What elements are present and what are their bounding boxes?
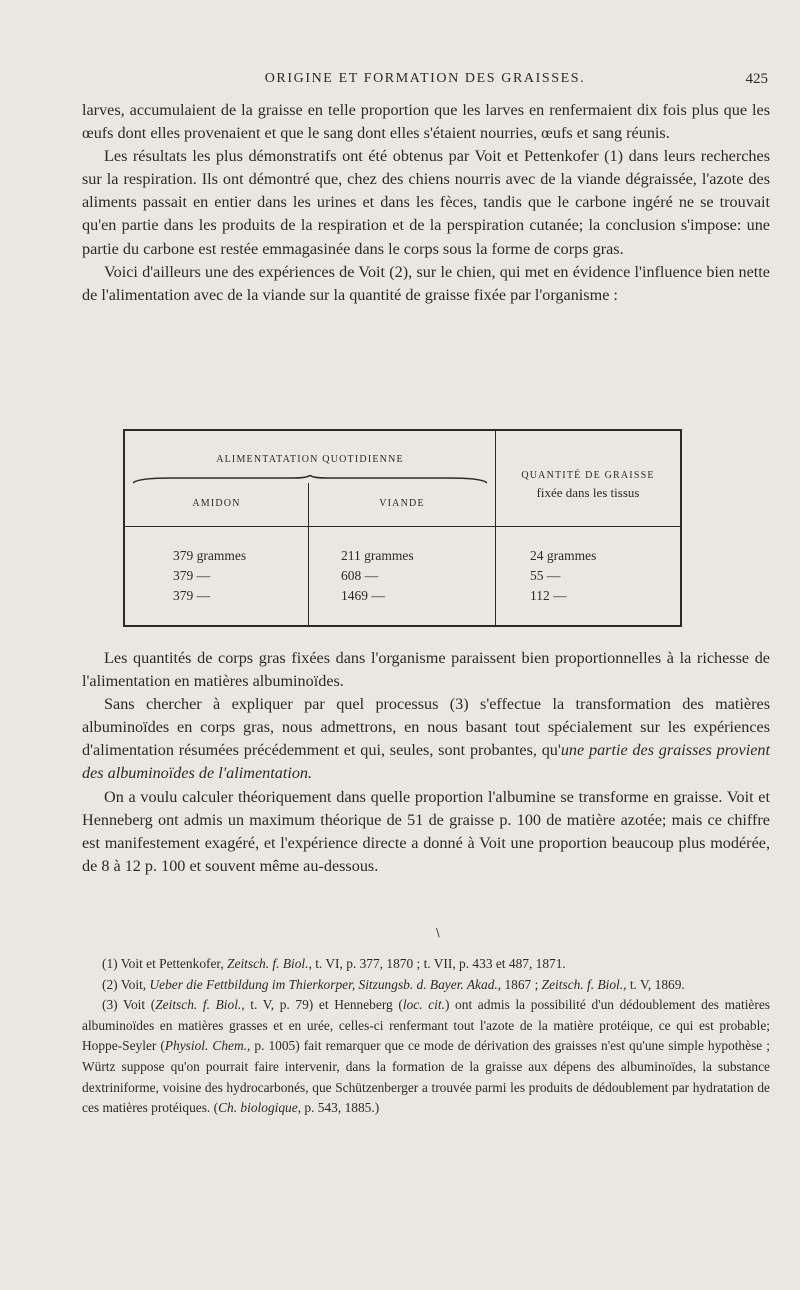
- paragraph: Les quantités de corps gras fixées dans l'organisme paraissent bien proportionnelles à la richesse de l'alimentation en matières albuminoïdes.: [82, 649, 770, 691]
- brace-icon: [133, 475, 487, 485]
- table-row: [125, 548, 680, 568]
- paragraph-italic: une partie des graisses provient des albuminoïdes de l'alimentation.: [82, 741, 770, 783]
- footnote-text: (3) Voit (: [102, 997, 156, 1013]
- column-header-viande: VIANDE: [379, 498, 425, 509]
- column-header-amidon: AMIDON: [192, 498, 241, 509]
- footnote-text: , p. 543, 1885.): [297, 1100, 380, 1116]
- cell-viande: 1469 —: [341, 588, 385, 603]
- footnote-text: , t. VI, p. 377, 1870 ; t. VII, p. 433 et 487, 1871.: [308, 956, 566, 971]
- quantity-title: QUANTITÉ DE GRAISSE: [521, 470, 655, 481]
- cell-graisse: 112 —: [530, 588, 567, 603]
- table-row: [125, 568, 680, 588]
- page-number: 425: [745, 71, 768, 87]
- experiment-table: [123, 429, 682, 627]
- footnote-italic: Ch. biologique: [218, 1100, 298, 1116]
- footnote-1: [82, 954, 770, 975]
- footnote-italic: Zeitsch. f. Biol.: [155, 997, 242, 1013]
- column-header-quantity: [496, 467, 680, 501]
- footnote-2: [82, 975, 770, 996]
- separator-mark: \: [436, 926, 440, 939]
- paragraph: Les résultats les plus démonstratifs ont été obtenus par Voit et Pettenkofer (1) dans leurs recherches sur la respiration. Ils ont démontré que, chez des chiens nourris avec de la viande dégraissée, l'azote des aliments passait en entier dans les urines et dans les fèces, tandis que le carbone ingéré ne se trouvait qu'en partie dans les produits de la respiration et de la perspiration cutanée; la conclusion s'impose: une partie du carbone est restée emmagasinée dans le corps sous la forme de corps gras.: [82, 147, 770, 258]
- quantity-subtitle: fixée dans les tissus: [536, 485, 640, 500]
- paragraph: larves, accumulaient de la graisse en telle proportion que les larves en renfermaient dix fois plus que les œufs dont elles provenaient et que le sang dont elles s'étaient nourries, œufs et sang réunis.: [82, 101, 770, 143]
- cell-amidon: 379 grammes: [173, 548, 247, 563]
- paragraph: On a voulu calculer théoriquement dans quelle proportion l'albumine se transforme en graisse. Voit et Henneberg ont admis un maximum théorique de 51 de graisse p. 100 de matière azotée; mais ce chiffre est manifestement exagéré, et l'expérience directe a donné à Voit une proportion beaucoup plus modérée, de 8 à 12 p. 100 et souvent même au-dessous.: [82, 787, 770, 875]
- paragraph: [82, 693, 770, 785]
- cell-graisse: 24 grammes: [530, 548, 597, 563]
- cell-amidon: 379 —: [173, 568, 211, 583]
- footnote-3: [82, 995, 770, 1119]
- footnote-italic: Ueber die Fettbildung im Thierkorper, Sitzungsb. d. Bayer. Akad.: [149, 976, 498, 992]
- footnote-text: , 1867 ;: [497, 976, 542, 992]
- body-text-top: [82, 99, 770, 307]
- cell-amidon: 379 —: [173, 588, 211, 603]
- running-title: ORIGINE ET FORMATION DES GRAISSES.: [264, 71, 586, 86]
- table-divider: [125, 526, 680, 527]
- paragraph: Voici d'ailleurs une des expériences de Voit (2), sur le chien, qui met en évidence l'influence bien nette de l'alimentation avec de la viande sur la quantité de graisse fixée par l'organisme :: [82, 262, 770, 304]
- cell-viande: 211 grammes: [341, 548, 414, 563]
- footnote-text: , p. 1005) fait remarquer que ce mode de dérivation des graisses n'est qu'une simple hypothèse ; Würtz suppose qu'on pourrait faire intervenir, dans la formation de la graisse aux dépens des albuminoïdes, la substance dextriniforme, voisine des hydrocarbonés, que Schützenberger a trouvée parmi les produits de dédoublement par hydratation de ces matières protéiques. (: [82, 1038, 770, 1116]
- paragraph-text: Sans chercher à expliquer par quel processus (3) s'effectue la transformation des matières albuminoïdes en corps gras, nous admettrons, en nous basant tout spécialement sur les expériences d'alimentation résumées précédemment et qui, seules, sont probantes, qu': [82, 695, 770, 760]
- group-header: ALIMENTATATION QUOTIDIENNE: [216, 454, 404, 465]
- cell-viande: 608 —: [341, 568, 379, 583]
- running-header: [80, 66, 770, 90]
- body-text-bottom: [82, 647, 770, 878]
- footnotes: [82, 954, 770, 1119]
- footnote-text: (2) Voit,: [102, 976, 150, 992]
- footnote-text: , t. V, 1869.: [623, 976, 685, 992]
- footnote-text: (1) Voit et Pettenkofer,: [102, 956, 228, 971]
- footnote-italic: loc. cit.: [402, 997, 445, 1013]
- footnote-italic: Zeitsch. f. Biol.: [541, 976, 624, 992]
- footnote-italic: Zeitsch. f. Biol.: [227, 956, 309, 971]
- cell-graisse: 55 —: [530, 568, 561, 583]
- table-row: [125, 588, 680, 608]
- footnote-italic: Physiol. Chem.: [164, 1038, 247, 1054]
- footnote-text: , t. V, p. 79) et Henneberg (: [241, 997, 403, 1013]
- footnote-text: ) ont admis la possibilité d'un dédoublement des matières albuminoïdes en matières grasses et en urée, celles-ci renfermant tout l'azote de la matière protéique, ce qui est probable; Hoppe-Seyler (: [82, 997, 770, 1054]
